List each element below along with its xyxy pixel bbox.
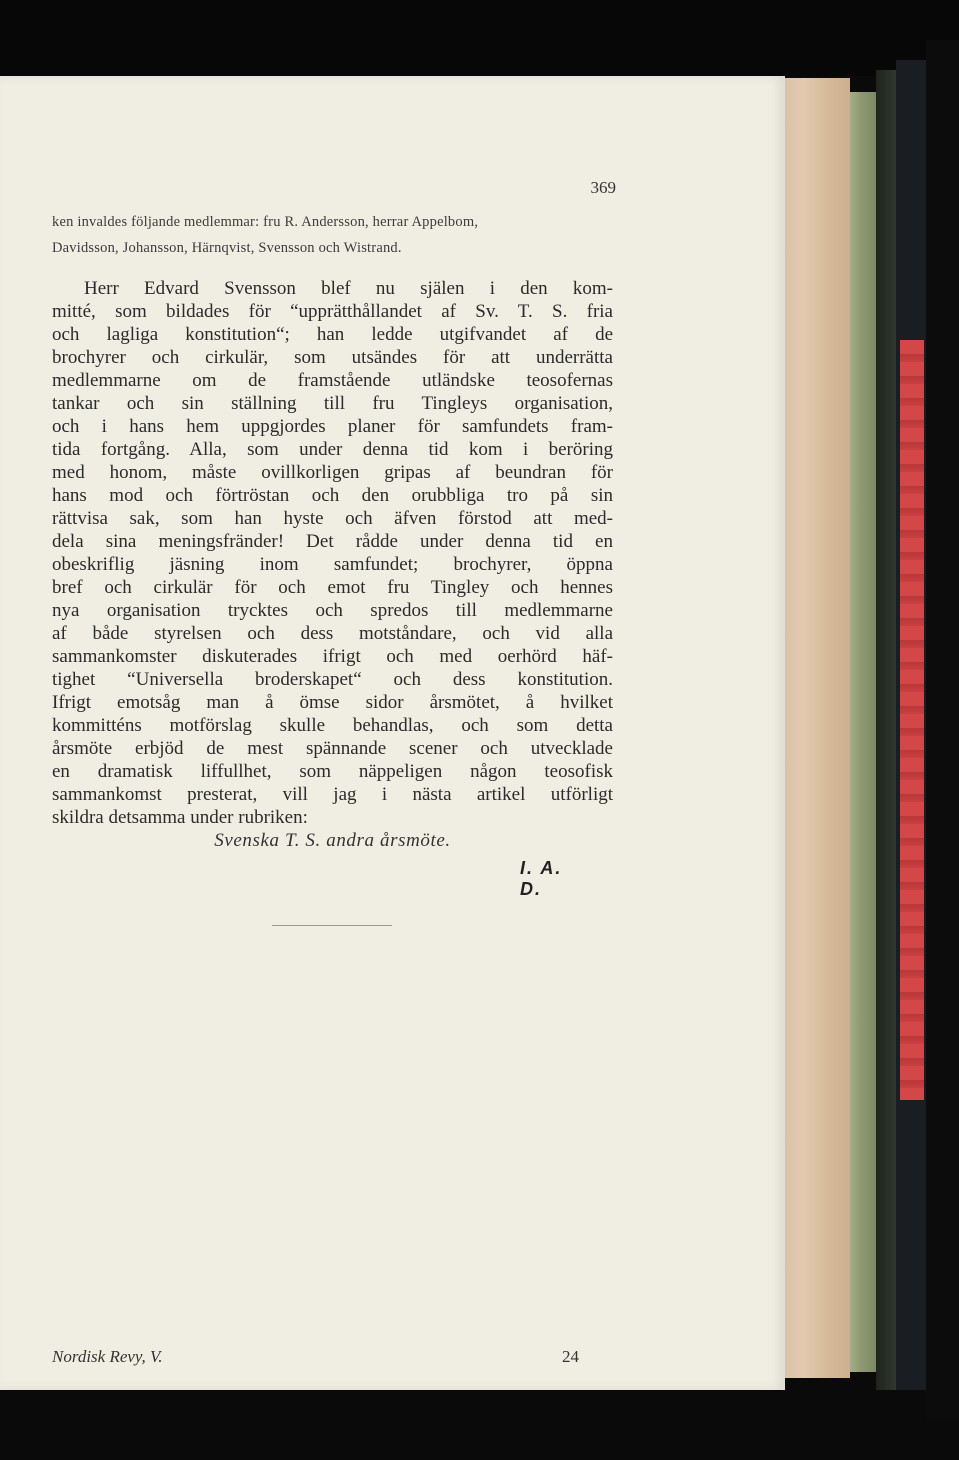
author-signature: I. A. D.: [520, 858, 563, 899]
book-page-edges: [778, 78, 850, 1378]
body-line: kommitténs motförslag skulle behandlas, och som detta: [52, 715, 613, 736]
body-line: och lagliga konstitution“; han ledde utgifvandet af de: [52, 324, 613, 345]
intro-line: Davidsson, Johansson, Härnqvist, Svensson och Wistrand.: [52, 240, 402, 256]
body-line: tida fortgång. Alla, som under denna tid kom i beröring: [52, 439, 613, 460]
body-line: sammankomst presterat, vill jag i nästa artikel utförligt: [52, 784, 613, 805]
body-line: rättvisa sak, som han hyste och äfven förstod att med-: [52, 508, 613, 529]
body-line: sammankomster diskuterades ifrigt och med oerhörd häf-: [52, 646, 613, 667]
section-heading-italic: Svenska T. S. andra årsmöte.: [214, 830, 451, 851]
footer-signature-mark: 24: [562, 1347, 579, 1366]
body-line: tankar och sin ställning till fru Tingleys organisation,: [52, 393, 613, 414]
body-line: och i hans hem uppgjordes planer för samfundets fram-: [52, 416, 613, 437]
body-line: årsmöte erbjöd de mest spännande scener och utvecklade: [52, 738, 613, 759]
body-line: nya organisation trycktes och spredos till medlemmarne: [52, 600, 613, 621]
body-line: Herr Edvard Svensson blef nu själen i den kom-: [84, 278, 613, 299]
book-cover-edge: [876, 70, 896, 1390]
intro-line: ken invaldes följande medlemmar: fru R. Andersson, herrar Appelbom,: [52, 214, 479, 230]
divider-rule: [272, 925, 392, 926]
body-line: bref och cirkulär för och emot fru Tingley och hennes: [52, 577, 613, 598]
scan-background-top: [0, 0, 959, 76]
body-line: en dramatisk liffullhet, som näppeligen någon teosofisk: [52, 761, 613, 782]
footer-journal-title: Nordisk Revy, V.: [52, 1347, 163, 1366]
book-spine-red-band: [900, 340, 924, 1100]
body-line: mitté, som bildades för “upprätthållandet af Sv. T. S. fria: [52, 301, 613, 322]
body-line: tighet “Universella broderskapet“ och dess konstitution.: [52, 669, 613, 690]
body-line: dela sina meningsfränder! Det rådde under denna tid en: [52, 531, 613, 552]
body-line: af både styrelsen och dess motståndare, och vid alla: [52, 623, 613, 644]
scan-background-right: [926, 40, 959, 1420]
body-line: Ifrigt emotsåg man å ömse sidor årsmötet, å hvilket: [52, 692, 613, 713]
body-line: obeskriflig jäsning inom samfundet; brochyrer, öppna: [52, 554, 613, 575]
body-line: skildra detsamma under rubriken:: [52, 807, 308, 828]
body-line: medlemmarne om de framstående utländske teosofernas: [52, 370, 613, 391]
body-line: med honom, måste ovillkorligen gripas af beundran för: [52, 462, 613, 483]
body-line: brochyrer och cirkulär, som utsändes för att underrätta: [52, 347, 613, 368]
body-line: hans mod och förtröstan och den orubbliga tro på sin: [52, 485, 613, 506]
page-number: 369: [590, 178, 616, 197]
book-page-block-green: [848, 92, 876, 1372]
